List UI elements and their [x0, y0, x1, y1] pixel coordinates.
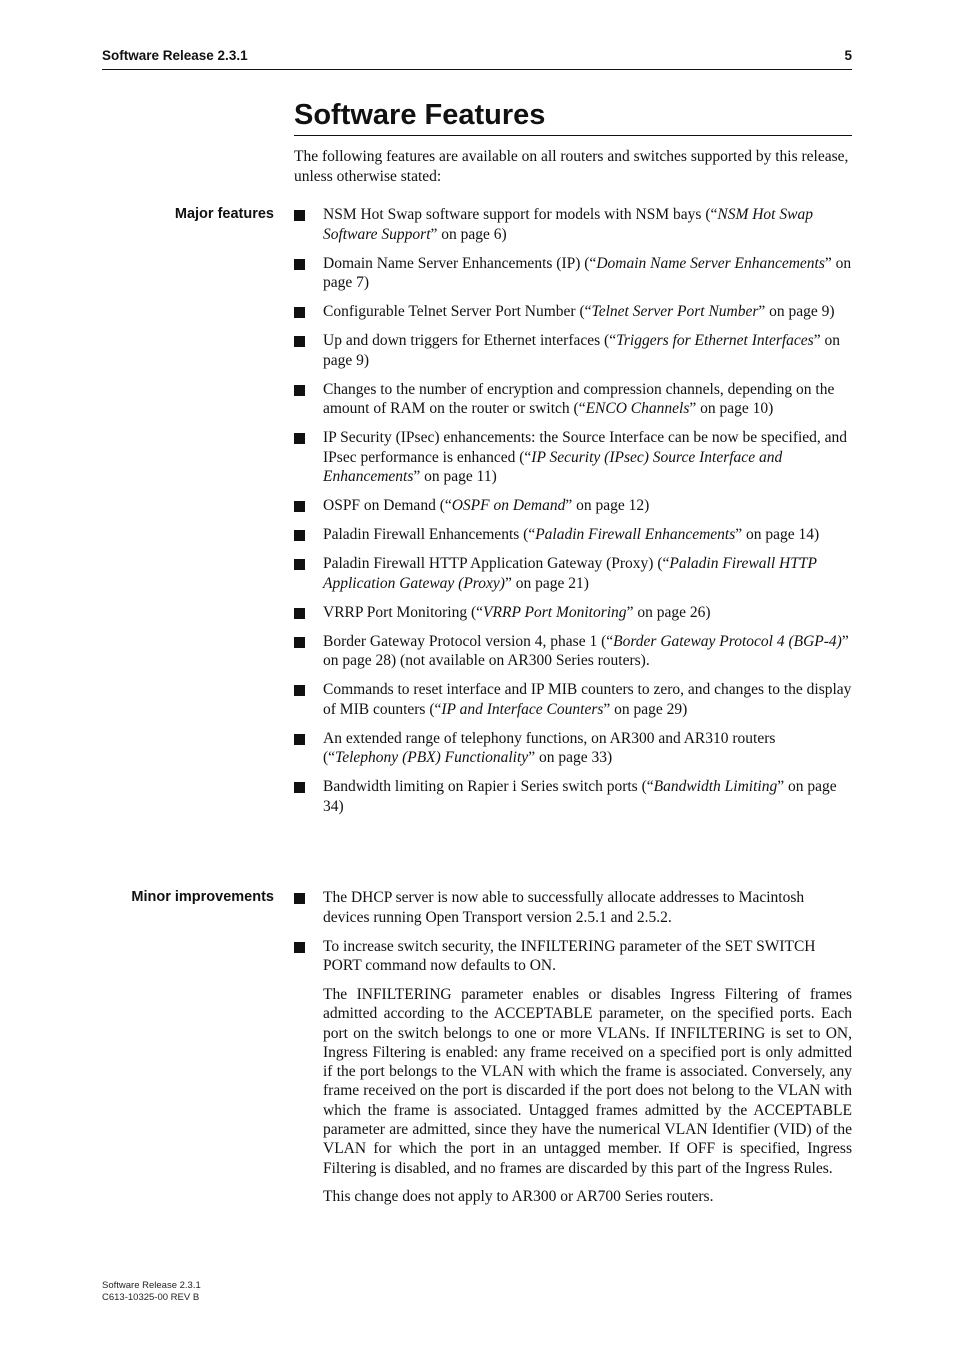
item-text: ” on page 10): [689, 400, 774, 417]
item-text: Border Gateway Protocol version 4, phase 1 (“: [323, 632, 614, 650]
cross-reference[interactable]: IP and Interface Counters: [441, 700, 604, 718]
cross-reference[interactable]: Bandwidth Limiting: [653, 778, 778, 795]
footer-doc-id: C613-10325-00 REV B: [102, 1292, 200, 1303]
list-item: [294, 729, 852, 768]
item-text: ” on page 21): [504, 574, 589, 592]
major-features-list: [294, 205, 852, 826]
cross-reference[interactable]: VRRP Port Monitoring: [483, 603, 627, 621]
bullet-icon: [294, 210, 305, 221]
item-text: To increase switch security, the INFILTERING parameter of the SET SWITCH PORT command now defaults to ON.: [323, 937, 816, 974]
item-text: Commands to reset interface and IP MIB counters to zero, and changes to the display of MIB counters (“: [323, 681, 852, 718]
list-item: [294, 937, 852, 976]
item-text: Configurable Telnet Server Port Number (“: [323, 303, 592, 320]
list-item: [294, 428, 852, 487]
item-text: ” on page 9): [323, 332, 840, 369]
bullet-icon: [294, 559, 305, 570]
bullet-icon: [294, 734, 305, 745]
cross-reference[interactable]: OSPF on Demand: [451, 497, 566, 514]
infiltering-explanation: The INFILTERING parameter enables or disables Ingress Filtering of frames admitted according to the ACCEPTABLE parameter, on the specified ports. Each port on the switch belongs to one or more VLANs. If INFILTERING is set to ON, Ingress Filtering is enabled: any frame received on a specified port is only admitted if the port belongs to the VLAN with which the frame is associated. Conversely, any frame received on the port is discarded if the port does not belong to the VLAN with which the frame is associated. Untagged frames admitted by the ACCEPTABLE parameter are admitted, since they have the numerical VLAN Identifier (VID) of the VLAN for which the port in an untagged member. If OFF is specified, Ingress Filtering is disabled, and no frames are discarded by this part of the Ingress Rules.: [323, 986, 852, 1177]
item-text: ” on page 28) (not available on AR300 Series routers).: [323, 632, 849, 669]
list-item: [294, 380, 852, 419]
item-text: ” on page 9): [758, 303, 835, 320]
header-release: Software Release 2.3.1: [102, 48, 248, 63]
item-text: Paladin Firewall HTTP Application Gateway (Proxy) (“: [323, 555, 670, 572]
bullet-icon: [294, 637, 305, 648]
item-text: ” on page 11): [413, 468, 497, 485]
cross-reference[interactable]: Border Gateway Protocol 4 (BGP-4): [613, 632, 842, 650]
cross-reference[interactable]: Telnet Server Port Number: [591, 303, 759, 320]
list-item: [294, 331, 852, 370]
item-text: ” on page 29): [603, 700, 688, 718]
item-text: ” on page 12): [565, 497, 650, 514]
minor-improvements-list: [294, 888, 852, 1215]
item-text: Changes to the number of encryption and compression channels, depending on the amount of RAM on the router or switch (“: [323, 380, 835, 417]
bullet-icon: [294, 530, 305, 541]
bullet-icon: [294, 893, 305, 904]
bullet-icon: [294, 336, 305, 347]
cross-reference[interactable]: ENCO Channels: [585, 400, 690, 417]
item-text: ” on page 34): [323, 778, 837, 815]
list-item: [294, 302, 852, 322]
page-title: Software Features: [294, 96, 852, 136]
item-text: ” on page 6): [430, 225, 507, 243]
major-features-label: Major features: [174, 206, 274, 222]
item-text: OSPF on Demand (“: [323, 497, 452, 514]
item-text: ” on page 33): [528, 749, 613, 766]
item-text: NSM Hot Swap software support for models with NSM bays (“: [323, 206, 718, 223]
cross-reference[interactable]: Paladin Firewall Enhancements: [535, 526, 736, 543]
item-text: ” on page 7): [323, 254, 852, 291]
list-item: [294, 205, 852, 244]
intro-paragraph: The following features are available on all routers and switches supported by this release, unless otherwise stated:: [294, 148, 849, 185]
bullet-icon: [294, 782, 305, 793]
list-item: [294, 632, 852, 671]
list-item: [294, 888, 852, 927]
item-text: IP Security (IPsec) enhancements: the Source Interface can be now be specified, and IPsec performance is enhanced (“: [323, 429, 848, 466]
footer-release: Software Release 2.3.1: [102, 1280, 201, 1291]
page-header: [102, 48, 852, 70]
bullet-icon: [294, 685, 305, 696]
item-text: An extended range of telephony functions, on AR300 and AR310 routers (“: [323, 729, 776, 766]
list-item: [294, 603, 852, 623]
cross-reference[interactable]: Telephony (PBX) Functionality: [335, 749, 529, 766]
bullet-icon: [294, 385, 305, 396]
list-item: [294, 254, 852, 293]
list-item: [294, 554, 852, 593]
cross-reference[interactable]: Triggers for Ethernet Interfaces: [616, 332, 814, 349]
applicability-note: This change does not apply to AR300 or AR700 Series routers.: [323, 1187, 714, 1205]
list-item: [294, 680, 852, 719]
list-item: [294, 777, 852, 816]
bullet-icon: [294, 608, 305, 619]
bullet-icon: [294, 307, 305, 318]
item-text: Domain Name Server Enhancements (IP) (“: [323, 254, 597, 272]
list-item: [294, 525, 852, 545]
minor-improvements-label: Minor improvements: [131, 889, 274, 905]
item-text: Bandwidth limiting on Rapier i Series switch ports (“: [323, 778, 654, 795]
cross-reference[interactable]: IP Security (IPsec) Source Interface and Enhancements: [323, 448, 783, 485]
bullet-icon: [294, 433, 305, 444]
cross-reference[interactable]: NSM Hot Swap Software Support: [323, 206, 813, 243]
item-text: ” on page 26): [626, 603, 711, 621]
bullet-icon: [294, 501, 305, 512]
item-text: The DHCP server is now able to successfully allocate addresses to Macintosh devices running Open Transport version 2.5.1 and 2.5.2.: [323, 889, 805, 926]
page-number: 5: [844, 48, 852, 63]
item-text: Up and down triggers for Ethernet interfaces (“: [323, 332, 617, 349]
item-text: VRRP Port Monitoring (“: [323, 603, 484, 621]
list-item: [294, 496, 852, 516]
bullet-icon: [294, 942, 305, 953]
item-text: ” on page 14): [735, 526, 820, 543]
cross-reference[interactable]: Paladin Firewall HTTP Application Gateway (Proxy): [323, 555, 817, 592]
item-text: Paladin Firewall Enhancements (“: [323, 526, 536, 543]
cross-reference[interactable]: Domain Name Server Enhancements: [596, 254, 825, 272]
bullet-icon: [294, 259, 305, 270]
page-footer: [102, 1280, 201, 1304]
